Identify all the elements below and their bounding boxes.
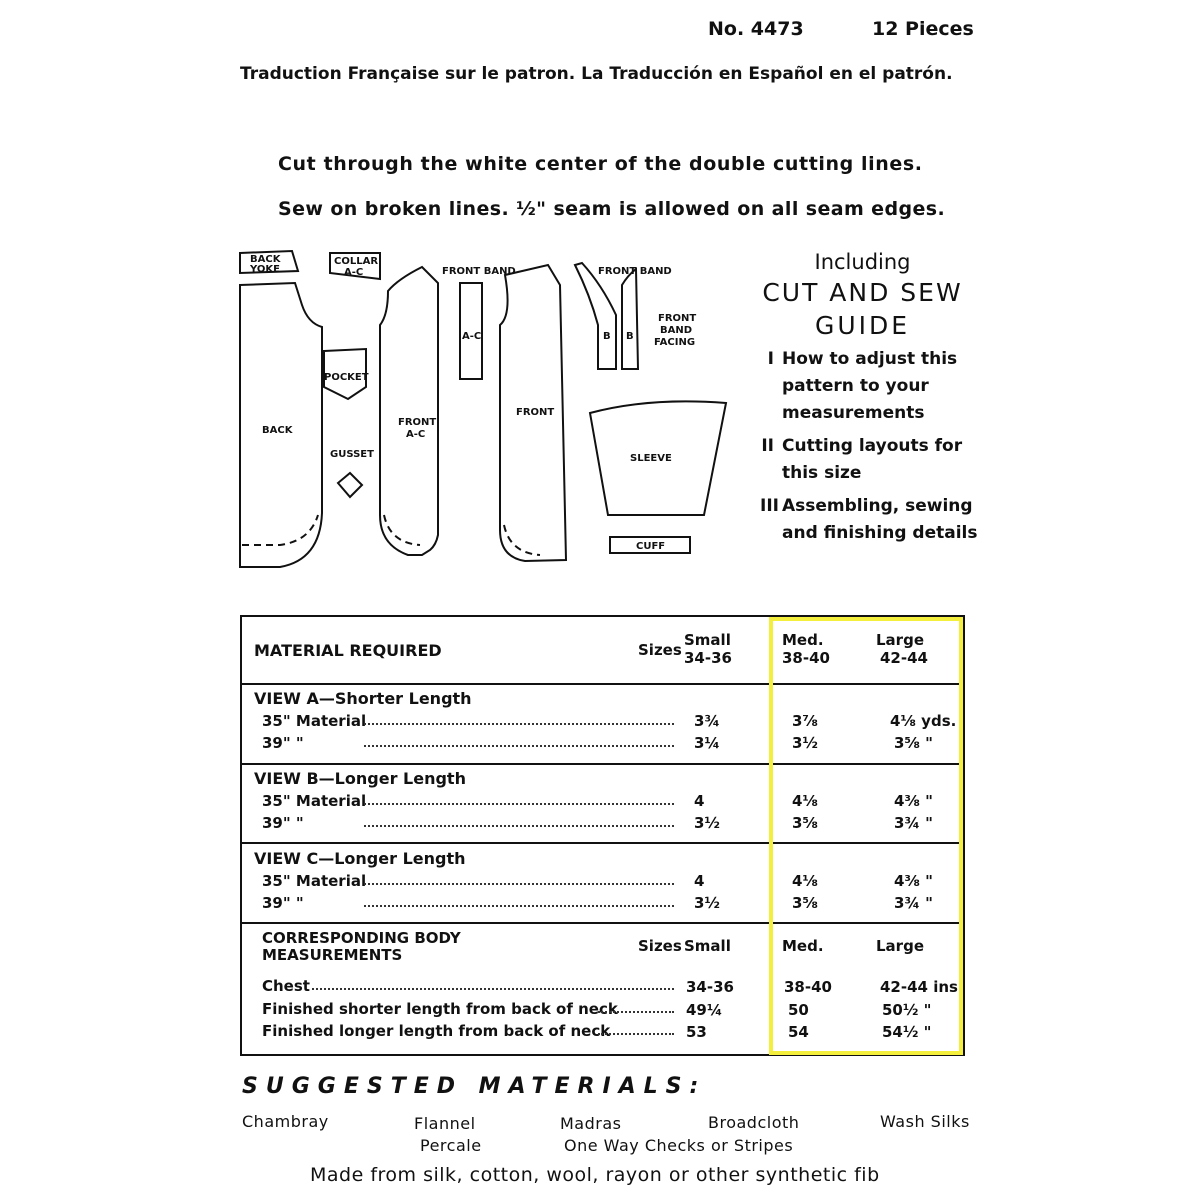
- view-c-row2-large: 3¾ ": [894, 894, 934, 912]
- material-item: Wash Silks: [880, 1112, 970, 1131]
- band-b2-label: B: [626, 331, 634, 342]
- longer-length-med: 54: [788, 1023, 809, 1041]
- pieces-count: 12 Pieces: [872, 18, 974, 40]
- size-large: Large: [876, 631, 924, 649]
- leader-dots: [364, 723, 674, 725]
- view-b-row2-large: 3¾ ": [894, 814, 934, 832]
- view-b-row1-label: 35" Material: [262, 792, 367, 810]
- view-c-row2-small: 3½: [694, 894, 720, 912]
- view-b-row2-small: 3½: [694, 814, 720, 832]
- front-band-facing-piece: [622, 269, 638, 369]
- guide-item-number: III: [760, 496, 779, 516]
- sleeve-label: SLEEVE: [630, 453, 672, 464]
- gusset-label: GUSSET: [330, 449, 374, 460]
- view-a-row2-med: 3½: [792, 734, 818, 752]
- front-band-b-piece: [575, 263, 616, 369]
- collar-label: COLLAR: [334, 256, 379, 267]
- guide-item: [760, 493, 980, 547]
- body-size-med: Med.: [782, 937, 824, 955]
- translation-note: Traduction Française sur le patron. La Traducción en Español en el patrón.: [240, 64, 953, 84]
- back-label: BACK: [262, 425, 293, 436]
- guide-item-text: Assembling, sewing and finishing details: [782, 496, 978, 543]
- view-b-row1-med: 4⅛: [792, 792, 818, 810]
- leader-dots: [598, 1011, 674, 1013]
- chest-small: 34-36: [686, 978, 734, 996]
- fabric-note: Made from silk, cotton, wool, rayon or other synthetic fib: [310, 1164, 880, 1186]
- material-item: Chambray: [242, 1112, 329, 1131]
- view-b-title: VIEW B—Longer Length: [254, 769, 466, 788]
- front-band-facing-label-2: BAND: [660, 325, 693, 336]
- front-ac-label: FRONT: [398, 417, 437, 428]
- collar-label-2: A-C: [344, 267, 364, 278]
- guide-item-text: How to adjust this pattern to your measurements: [782, 349, 958, 423]
- shorter-length-small: 49¼: [686, 1001, 723, 1019]
- shorter-length-label: Finished shorter length from back of neck: [262, 1000, 618, 1018]
- front-band-right-label: FRONT BAND: [598, 266, 672, 277]
- pattern-pieces-diagram: [230, 245, 770, 585]
- longer-length-small: 53: [686, 1023, 707, 1041]
- body-measurements-title: CORRESPONDING BODY: [262, 929, 461, 947]
- view-c-row2-med: 3⅝: [792, 894, 818, 912]
- front-ac-piece: [380, 267, 438, 555]
- material-item: One Way Checks or Stripes: [564, 1136, 794, 1155]
- guide-cut-and-sew: CUT AND SEW: [762, 278, 963, 307]
- leader-dots: [364, 745, 674, 747]
- view-c-row1-large: 4⅜ ": [894, 872, 934, 890]
- front-band-facing-label: FRONT: [658, 313, 697, 324]
- view-a-row1-label: 35" Material: [262, 712, 367, 730]
- view-c-row1-label: 35" Material: [262, 872, 367, 890]
- sew-instruction: Sew on broken lines. ½" seam is allowed on all seam edges.: [278, 198, 946, 220]
- size-med-range: 38-40: [782, 649, 830, 667]
- guide-including: Including: [814, 250, 911, 274]
- view-c-row1-small: 4: [694, 872, 705, 890]
- guide-title: GUIDE: [814, 311, 911, 340]
- view-b-row2-label: 39" ": [262, 814, 304, 832]
- front-band-ac-label: A-C: [462, 331, 482, 342]
- shorter-length-large: 50½ ": [882, 1001, 932, 1019]
- view-c-row1-med: 4⅛: [792, 872, 818, 890]
- leader-dots: [364, 825, 674, 827]
- view-a-row1-small: 3¾: [694, 712, 720, 730]
- body-size-small: Small: [684, 937, 731, 955]
- material-item: Flannel: [414, 1114, 476, 1133]
- view-c-row2-label: 39" ": [262, 894, 304, 912]
- guide-item-text: Cutting layouts for this size: [782, 436, 963, 483]
- back-yoke-label: BACK: [250, 254, 281, 265]
- cut-instruction: Cut through the white center of the double cutting lines.: [278, 153, 923, 175]
- front-ac-label-2: A-C: [406, 429, 426, 440]
- size-med: Med.: [782, 631, 824, 649]
- material-required-heading: MATERIAL REQUIRED: [254, 641, 442, 660]
- view-b-row1-large: 4⅜ ": [894, 792, 934, 810]
- cuff-label: CUFF: [636, 541, 666, 552]
- longer-length-large: 54½ ": [882, 1023, 932, 1041]
- view-a-row1-large: 4⅛ yds.: [890, 712, 957, 730]
- leader-dots: [598, 1033, 674, 1035]
- guide-item: [760, 346, 980, 427]
- size-small: Small: [684, 631, 731, 649]
- material-item: Madras: [560, 1114, 622, 1133]
- view-a-row2-small: 3¼: [694, 734, 720, 752]
- shorter-length-med: 50: [788, 1001, 809, 1019]
- leader-dots: [364, 905, 674, 907]
- guide-item-number: II: [761, 436, 774, 456]
- cut-sew-guide: [760, 250, 980, 547]
- med-large-highlight-box: [769, 617, 963, 1055]
- chest-large: 42-44 ins.: [880, 978, 964, 996]
- guide-item-number: I: [767, 349, 774, 369]
- front-label: FRONT: [516, 407, 555, 418]
- view-c-title: VIEW C—Longer Length: [254, 849, 466, 868]
- longer-length-label: Finished longer length from back of neck: [262, 1022, 611, 1040]
- suggested-materials-heading: SUGGESTED MATERIALS:: [242, 1074, 707, 1099]
- chest-med: 38-40: [784, 978, 832, 996]
- leader-dots: [364, 803, 674, 805]
- material-item: Broadcloth: [708, 1113, 800, 1132]
- body-sizes-label: Sizes: [638, 937, 682, 955]
- material-item: Percale: [420, 1136, 482, 1155]
- front-band-facing-label-3: FACING: [654, 337, 696, 348]
- pattern-number: No. 4473: [708, 18, 804, 40]
- body-size-large: Large: [876, 937, 924, 955]
- size-small-range: 34-36: [684, 649, 732, 667]
- sizes-label: Sizes: [638, 641, 682, 659]
- view-a-row2-large: 3⅝ ": [894, 734, 934, 752]
- body-measurements-title-2: MEASUREMENTS: [262, 946, 403, 964]
- view-a-title: VIEW A—Shorter Length: [254, 689, 472, 708]
- guide-item: [760, 433, 980, 487]
- pocket-label: POCKET: [324, 372, 369, 383]
- view-a-row2-label: 39" ": [262, 734, 304, 752]
- chest-label: Chest: [262, 977, 310, 995]
- view-b-row1-small: 4: [694, 792, 705, 810]
- front-band-top-label: FRONT BAND: [442, 266, 516, 277]
- back-yoke-label-2: YOKE: [250, 264, 280, 275]
- leader-dots: [364, 883, 674, 885]
- view-b-row2-med: 3⅝: [792, 814, 818, 832]
- leader-dots: [312, 988, 674, 990]
- gusset-piece: [338, 473, 362, 497]
- view-a-row1-med: 3⅞: [792, 712, 818, 730]
- band-b1-label: B: [603, 331, 611, 342]
- size-large-range: 42-44: [880, 649, 928, 667]
